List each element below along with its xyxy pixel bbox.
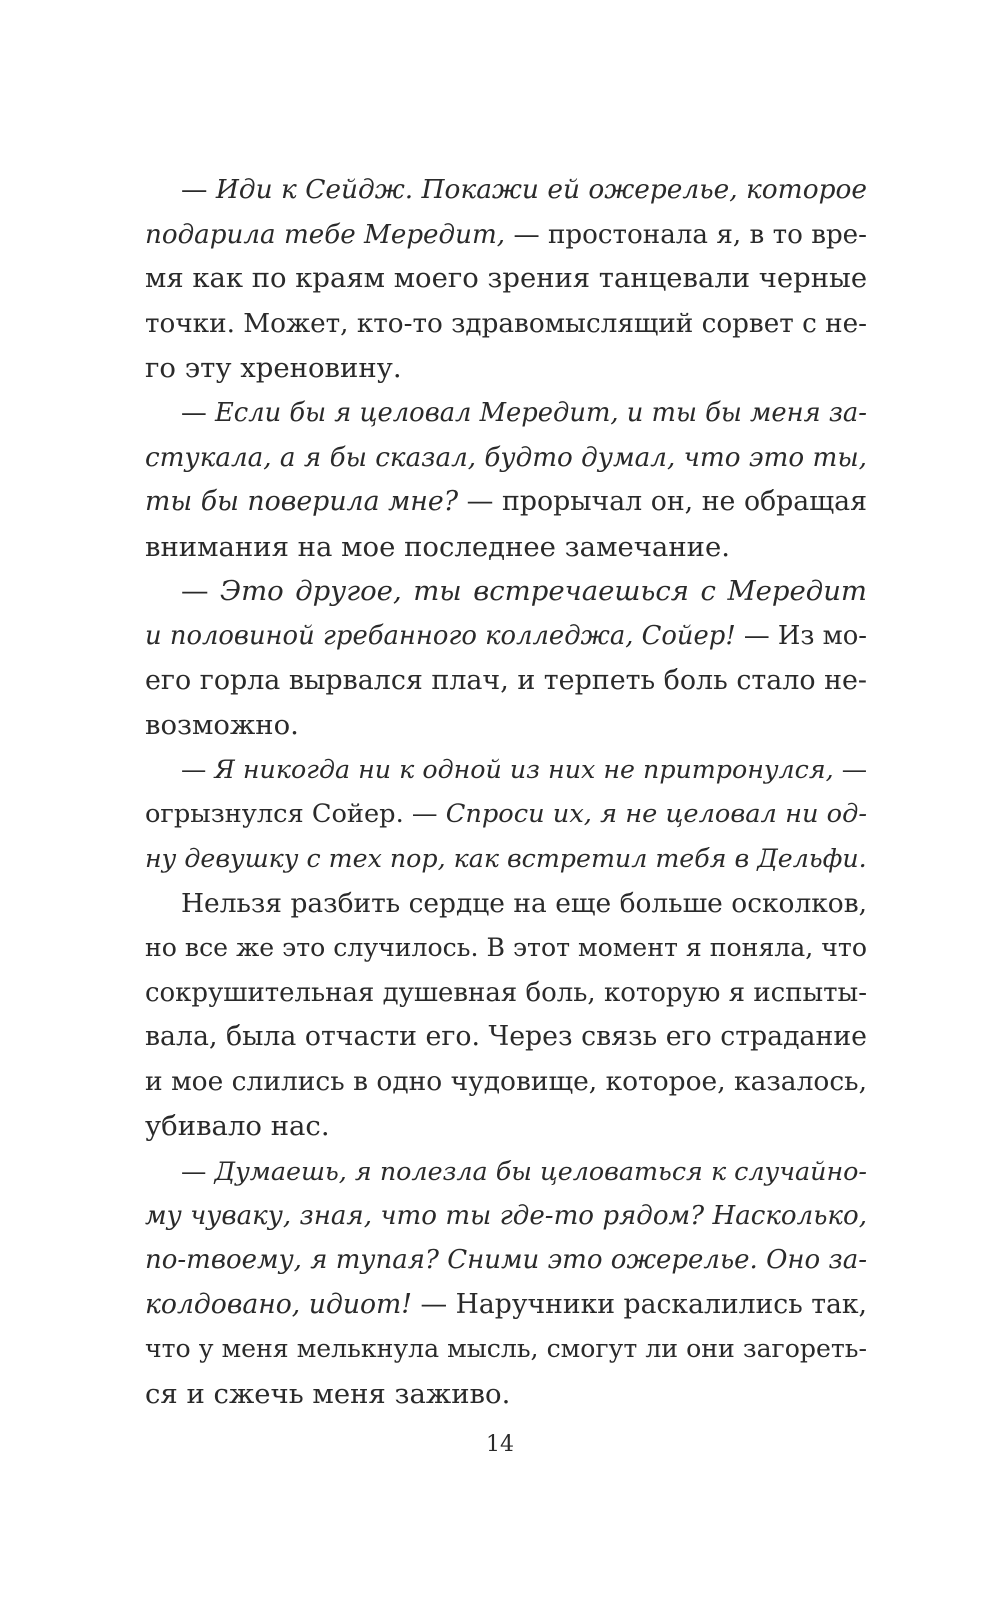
text-line — [145, 1015, 867, 1060]
text-line — [145, 525, 867, 570]
page-number: 14 — [486, 1432, 514, 1457]
italic-text-run: подарила тебе Мередит, — [145, 219, 506, 250]
text-line — [145, 971, 867, 1016]
text-run: — — [181, 174, 216, 205]
text-line — [145, 213, 867, 258]
text-line — [145, 1194, 867, 1239]
text-line — [145, 882, 867, 927]
text-run: го эту хреновину. — [145, 352, 402, 385]
text-line — [145, 792, 867, 837]
text-line — [145, 391, 867, 436]
text-line — [145, 302, 867, 347]
text-run: — Из мо- — [735, 620, 867, 651]
text-line — [145, 659, 867, 704]
italic-text-run: ну девушку с тех пор, как встретил тебя в Дельфи. — [145, 843, 867, 873]
text-line — [145, 346, 867, 391]
italic-text-run: по-твоему, я тупая? Сними это ожерелье. Оно за- — [145, 1245, 867, 1276]
text-run: сокрушительная душевная боль, которую я испыты- — [145, 977, 867, 1008]
italic-text-run: Думаешь, я полезла бы целоваться к случайно- — [214, 1156, 868, 1187]
text-run: вала, была отчасти его. Через связь его страдание — [145, 1021, 867, 1053]
text-line — [145, 703, 867, 748]
italic-text-run: Иди к Сейдж. Покажи ей ожерелье, которое — [215, 174, 867, 205]
text-line — [145, 748, 867, 793]
text-line — [145, 1104, 867, 1149]
page-text — [145, 168, 867, 1417]
text-line — [145, 1283, 867, 1328]
italic-text-run: Спроси их, я не целовал ни од- — [445, 799, 868, 830]
italic-text-run: стукала, а я бы сказал, будто думал, что это ты, — [145, 442, 867, 473]
text-run: — — [181, 754, 215, 784]
text-line — [145, 569, 867, 614]
text-run: — прорычал он, не обращая — [458, 486, 867, 518]
text-run: и мое слились в одно чудовище, которое, казалось, — [145, 1065, 867, 1097]
text-line — [145, 1372, 867, 1417]
text-run: возможно. — [145, 709, 299, 742]
italic-text-run: Если бы я целовал Мередит, и ты бы меня за- — [214, 397, 867, 428]
text-run: что у меня мелькнула мысль, смогут ли они загореть- — [145, 1334, 867, 1364]
italic-text-run: ты бы поверила мне? — [145, 486, 459, 518]
text-run: но все же это случилось. В этот момент я поняла, что — [145, 933, 867, 963]
text-line — [145, 837, 867, 882]
text-run: точки. Может, кто-то здравомыслящий сорвет с не- — [145, 308, 868, 339]
text-run: — Наручники раскалились так, — [412, 1288, 867, 1320]
text-line — [145, 1327, 867, 1372]
text-run: внимания на мое последнее замечание. — [145, 530, 730, 563]
text-run: убивало нас. — [145, 1110, 330, 1143]
italic-text-run: колдовано, идиот! — [145, 1288, 412, 1320]
text-run: — — [181, 1156, 215, 1187]
text-line — [145, 1060, 867, 1105]
text-run: его горла вырвался плач, и терпеть боль стало не- — [145, 664, 867, 696]
text-run: Нельзя разбить сердце на еще больше осколков, — [181, 887, 867, 919]
text-run: — — [181, 575, 221, 608]
text-line — [145, 614, 867, 659]
text-run: ся и сжечь меня заживо. — [145, 1378, 511, 1411]
text-run: — простонала я, в то вре- — [505, 219, 868, 250]
text-run: огрызнулся Сойер. — — [145, 799, 446, 830]
text-run: мя как по краям моего зрения танцевали черные — [145, 263, 868, 295]
italic-text-run: му чуваку, зная, что ты где-то рядом? Насколько, — [145, 1200, 867, 1231]
text-line — [145, 1149, 867, 1194]
italic-text-run: и половиной гребанного колледжа, Сойер! — [145, 620, 736, 651]
text-line — [145, 1238, 867, 1283]
italic-text-run: Я никогда ни к одной из них не притронулся, — [214, 754, 834, 784]
text-line — [145, 926, 867, 971]
text-line — [145, 436, 867, 481]
text-line — [145, 168, 867, 213]
italic-text-run: Это другое, ты встречаешься с Мередит — [220, 575, 867, 608]
text-run: — — [181, 397, 215, 428]
text-line — [145, 257, 867, 302]
text-line — [145, 480, 867, 525]
text-run: — — [833, 754, 867, 784]
